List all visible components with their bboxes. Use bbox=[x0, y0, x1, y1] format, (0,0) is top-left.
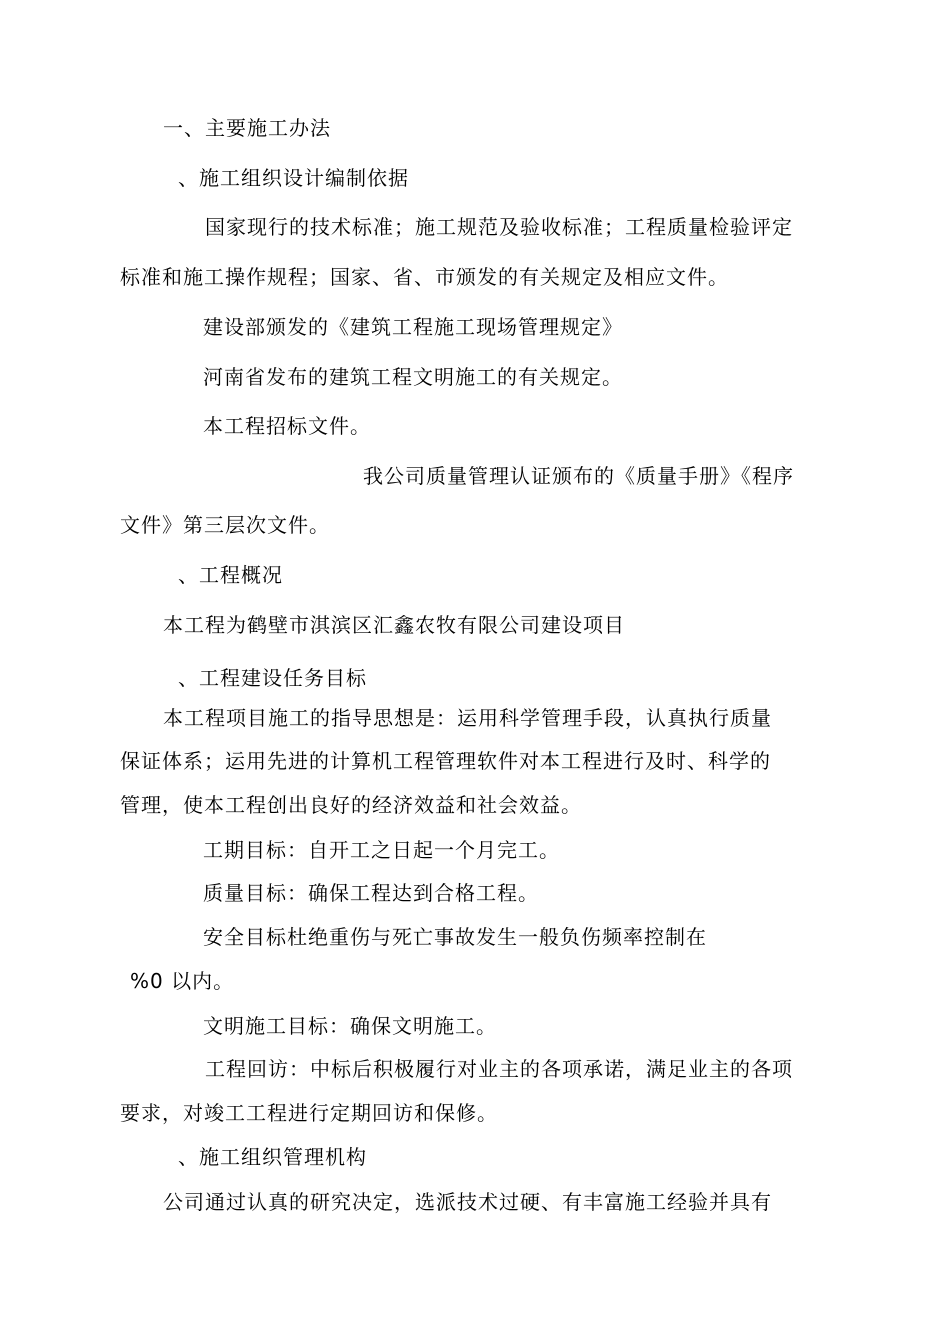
basis-paragraph-2: 建设部颁发的《建筑工程施工现场管理规定》 bbox=[203, 315, 623, 339]
basis-paragraph-1-line-1: 国家现行的技术标准；施工规范及验收标准；工程质量检验评定 bbox=[205, 215, 793, 239]
organization-paragraph-line-1: 公司通过认真的研究决定，选派技术过硬、有丰富施工经验并具有 bbox=[163, 1190, 772, 1214]
goal-intro-line-3: 管理，使本工程创出良好的经济效益和社会效益。 bbox=[120, 793, 582, 817]
goal-safety-line-2: %0 以内。 bbox=[130, 969, 235, 993]
goal-revisit-line-1: 工程回访：中标后积极履行对业主的各项承诺，满足业主的各项 bbox=[205, 1057, 793, 1081]
basis-paragraph-5-line-2: 文件》第三层次文件。 bbox=[120, 513, 330, 537]
section-heading-goals: 、工程建设任务目标 bbox=[178, 666, 367, 690]
basis-paragraph-5-line-1: 我公司质量管理认证颁布的《质量手册》《程序 bbox=[363, 464, 794, 488]
section-heading-overview: 、工程概况 bbox=[178, 563, 283, 587]
goal-intro-line-1: 本工程项目施工的指导思想是：运用科学管理手段，认真执行质量 bbox=[163, 706, 772, 730]
section-heading-organization: 、施工组织管理机构 bbox=[178, 1145, 367, 1169]
basis-paragraph-1-line-2: 标准和施工操作规程；国家、省、市颁发的有关规定及相应文件。 bbox=[120, 265, 729, 289]
basis-paragraph-3: 河南省发布的建筑工程文明施工的有关规定。 bbox=[203, 365, 623, 389]
goal-intro-line-2: 保证体系；运用先进的计算机工程管理软件对本工程进行及时、科学的 bbox=[120, 749, 771, 773]
overview-paragraph: 本工程为鹤壁市淇滨区汇鑫农牧有限公司建设项目 bbox=[163, 613, 625, 637]
main-heading: 一、主要施工办法 bbox=[163, 116, 331, 140]
basis-paragraph-4: 本工程招标文件。 bbox=[203, 414, 371, 438]
section-heading-basis: 、施工组织设计编制依据 bbox=[178, 166, 409, 190]
goal-schedule: 工期目标：自开工之日起一个月完工。 bbox=[203, 838, 560, 862]
goal-civilized: 文明施工目标：确保文明施工。 bbox=[203, 1014, 497, 1038]
goal-revisit-line-2: 要求，对竣工工程进行定期回访和保修。 bbox=[120, 1101, 498, 1125]
goal-safety-line-1: 安全目标杜绝重伤与死亡事故发生一般负伤频率控制在 bbox=[203, 925, 707, 949]
goal-quality: 质量目标：确保工程达到合格工程。 bbox=[203, 881, 539, 905]
